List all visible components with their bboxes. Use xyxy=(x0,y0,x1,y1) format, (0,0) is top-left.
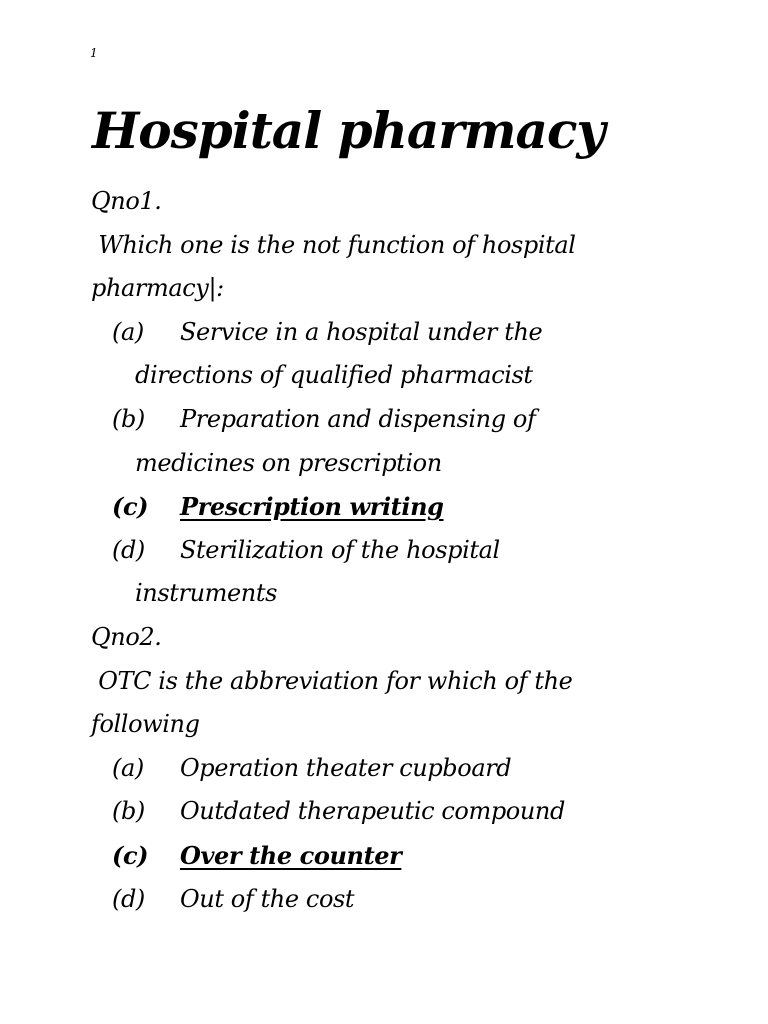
question-1-option-b-continued: medicines on prescription xyxy=(135,448,442,477)
question-2-option-c-correct xyxy=(91,834,751,878)
option-letter: (c) xyxy=(112,840,149,870)
question-2-option-d xyxy=(91,878,751,922)
question-1-option-a xyxy=(91,311,751,355)
question-1-option-c-correct xyxy=(91,485,751,529)
question-1-label: Qno1. xyxy=(91,187,162,215)
document-title: Hospital pharmacy xyxy=(92,101,605,160)
option-letter: (c) xyxy=(112,492,149,522)
page-number: 1 xyxy=(90,46,98,60)
question-2-label: Qno2. xyxy=(91,622,162,651)
option-letter: (b) xyxy=(112,404,145,433)
option-letter: (d) xyxy=(112,884,145,913)
question-2-text-line-2: following xyxy=(91,710,200,739)
question-1-text-line-2: pharmacy|: xyxy=(91,274,224,303)
question-2-option-a xyxy=(91,747,751,791)
correct-answer-text: Over the counter xyxy=(180,840,402,870)
option-letter: (a) xyxy=(112,317,144,346)
option-text: Operation theater cupboard xyxy=(180,753,512,782)
question-1-option-d-continued: instruments xyxy=(135,579,278,608)
question-1-text-line-1: Which one is the not function of hospital xyxy=(91,230,576,259)
question-content xyxy=(91,180,751,921)
option-letter: (d) xyxy=(112,535,145,564)
option-text: Preparation and dispensing of xyxy=(180,404,536,433)
question-2-option-b xyxy=(91,790,751,834)
question-1-option-d xyxy=(91,529,751,573)
option-letter: (b) xyxy=(112,797,145,826)
correct-answer-text: Prescription writing xyxy=(180,492,444,522)
option-text: Sterilization of the hospital xyxy=(180,535,500,564)
option-text: Service in a hospital under the xyxy=(180,317,543,346)
option-letter: (a) xyxy=(112,753,144,782)
option-text: Out of the cost xyxy=(180,884,355,913)
option-text: Outdated therapeutic compound xyxy=(180,797,565,826)
question-2-text-line-1: OTC is the abbreviation for which of the xyxy=(91,666,573,695)
question-1-option-b xyxy=(91,398,751,442)
question-1-option-a-continued: directions of qualified pharmacist xyxy=(135,361,533,390)
